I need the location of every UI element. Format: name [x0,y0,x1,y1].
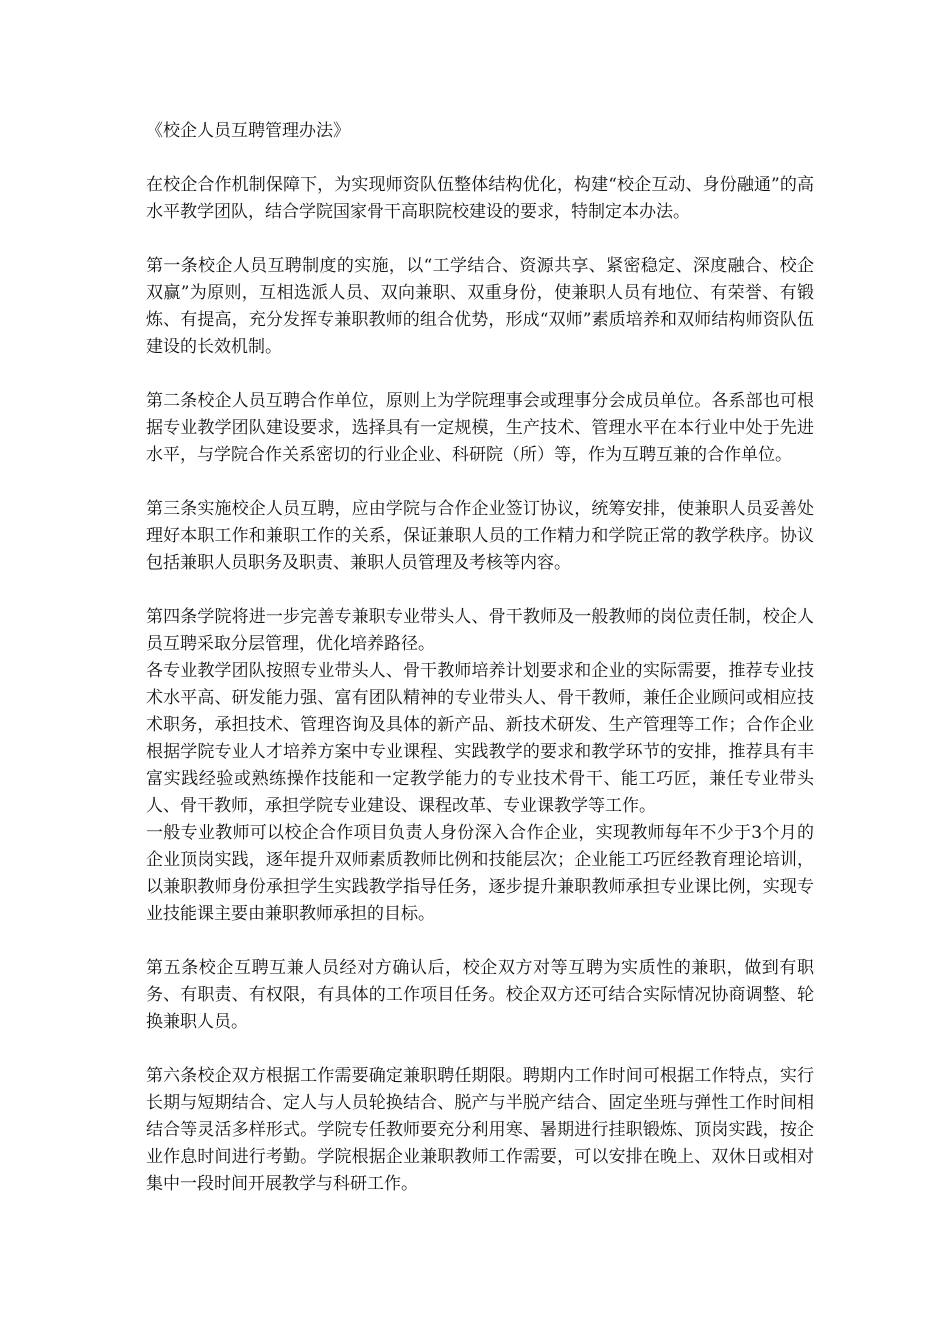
article-2-paragraph: 第二条校企人员互聘合作单位，原则上为学院理事会或理事分会成员单位。各系部也可根据专业教学团队建设要求，选择具有一定规模，生产技术、管理水平在本行业中处于先进水平，与学院合作关系密切的行业企业、科研院（所）等，作为互聘互兼的合作单位。 [146,391,814,465]
intro-paragraph: 在校企合作机制保障下，为实现师资队伍整体结构优化，构建“校企互动、身份融通”的高水平教学团队，结合学院国家骨干高职院校建设的要求，特制定本办法。 [146,175,814,222]
document-title: 《校企人员互聘管理办法》 [146,121,350,141]
article-6-paragraph: 第六条校企双方根据工作需要确定兼职聘任期限。聘期内工作时间可根据工作特点，实行长期与短期结合、定人与人员轮换结合、脱产与半脱产结合、固定坐班与弹性工作时间相结合等灵活多样形式。学院专任教师要充分利用寒、暑期进行挂职锻炼、顶岗实践，按企业作息时间进行考勤。学院根据企业兼职教师工作需要，可以安排在晚上、双休日或相对集中一段时间开展教学与科研工作。 [146,1066,814,1194]
article-4-teacher-paragraph: 一般专业教师可以校企合作项目负责人身份深入合作企业，实现教师每年不少于3个月的企业顶岗实践，逐年提升双师素质教师比例和技能层次；企业能工巧匠经教育理论培训，以兼职教师身份承担学生实践教学指导任务，逐步提升兼职教师承担专业课比例，实现专业技能课主要由兼职教师承担的目标。 [146,823,814,924]
article-5-paragraph: 第五条校企互聘互兼人员经对方确认后，校企双方对等互聘为实质性的兼职，做到有职务、有职责、有权限，有具体的工作项目任务。校企双方还可结合实际情况协商调整、轮换兼职人员。 [146,958,814,1032]
article-3-paragraph: 第三条实施校企人员互聘，应由学院与合作企业签订协议，统筹安排，使兼职人员妥善处理好本职工作和兼职工作的关系，保证兼职人员的工作精力和学院正常的教学秩序。协议包括兼职人员职务及职责、兼职人员管理及考核等内容。 [146,499,814,573]
document-body [146,118,814,1198]
article-4-detail-paragraph: 各专业教学团队按照专业带头人、骨干教师培养计划要求和企业的实际需要，推荐专业技术水平高、研发能力强、富有团队精神的专业带头人、骨干教师，兼任企业顾问或相应技术职务，承担技术、管理咨询及具体的新产品、新技术研发、生产管理等工作；合作企业根据学院专业人才培养方案中专业课程、实践教学的要求和教学环节的安排，推荐具有丰富实践经验或熟练操作技能和一定教学能力的专业技术骨干、能工巧匠，兼任专业带头人、骨干教师，承担学院专业建设、课程改革、专业课教学等工作。 [146,661,814,816]
article-4-paragraph: 第四条学院将进一步完善专兼职专业带头人、骨干教师及一般教师的岗位责任制，校企人员互聘采取分层管理，优化培养路径。 [146,607,814,654]
article-1-paragraph: 第一条校企人员互聘制度的实施，以“工学结合、资源共享、紧密稳定、深度融合、校企双赢”为原则，互相选派人员、双向兼职、双重身份，使兼职人员有地位、有荣誉、有锻炼、有提高，充分发挥专兼职教师的组合优势，形成“双师”素质培养和双师结构师资队伍建设的长效机制。 [146,256,814,357]
